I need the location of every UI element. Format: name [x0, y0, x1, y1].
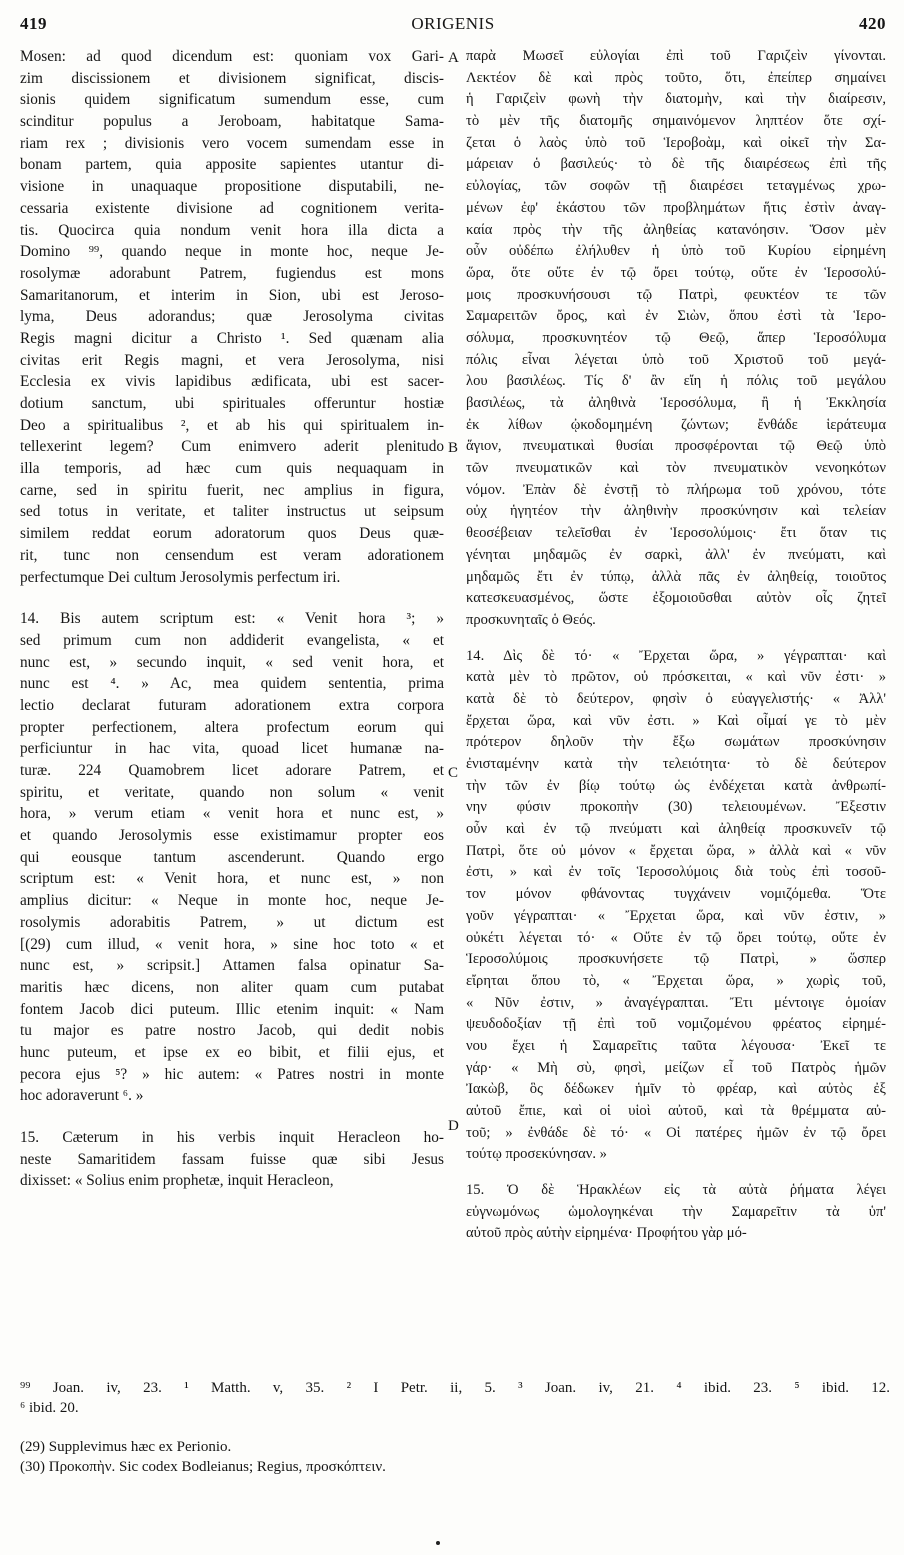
text-line: γένηται μηδαμῶς ἐν σαρκὶ, ἀλλ' ἐν πνεύματι, καὶ [466, 546, 886, 563]
margin-letter-a: A [448, 50, 459, 66]
editorial-note: (30) Προκοπὴν. Sic codex Bodleianus; Regius, προσκόπτειν. [20, 1459, 386, 1475]
text-line: τον μόνον φθάνοντας τυγχάνειν νομιζόμεθα. Ὅτε [466, 886, 886, 903]
text-line: οὐκέτι λέγεται τό· « Οὔτε ἐν τῷ ὄρει τούτῳ, οὔτε ἐν [466, 929, 886, 946]
latin-column [20, 46, 444, 1192]
text-line: spiritu, et veritate, quando non solum « venit [20, 783, 444, 801]
text-line: τὸ μὲν τῆς διατομῆς σημαινόμενον ληπτέον ὅτε σχί- [466, 113, 886, 130]
text-line: tellexerint legem? Cum enimvero aderit plenitudo [20, 438, 444, 456]
text-line: αὐτοῦ ἔπιε, καὶ οἱ υἱοὶ αὐτοῦ, καὶ τὰ θρέμματα αὐ- [466, 1103, 886, 1119]
text-line: rosolymis adorabitis Patrem, » ut dictum est [20, 913, 444, 931]
text-line: propter perfectionem, altera profectum eorum qui [20, 718, 444, 736]
footnote: ⁴ ibid. 23. [676, 1380, 773, 1396]
text-line: nunc est, » scripsit.] Attamen falsa opinatur Sa- [20, 957, 444, 975]
latin-paragraph-15 [20, 1127, 444, 1192]
text-line: Ἰακὼβ, ὃς δέδωκεν ἡμῖν τὸ φρέαρ, καὶ αὐτὸς ἐξ [466, 1081, 886, 1098]
text-line: cessaria existente divisione ad cognitionem verita- [20, 199, 444, 217]
text-line: μένων ἐφ' ἑκάστου τῶν προβλημάτων ἥτις ἐστὶν ἀναγ- [466, 199, 886, 216]
latin-paragraph-14 [20, 608, 444, 1107]
text-line: rit, tunc non censendum est veram adorationem [20, 546, 444, 564]
text-line: οὖν καὶ ἐν τῷ πνεύματι καὶ ἀληθείᾳ προσκυνεῖν τῷ [466, 821, 886, 838]
text-line: γάρ· « Μὴ σὺ, φησὶ, μείζων εἶ τοῦ Πατρὸς ἡμῶν [466, 1059, 886, 1076]
text-line: riam rex ; divisionis vero vocem sumendam esse in [20, 134, 444, 152]
text-line: Deo a spiritualibus ², et ab his qui spiritualem in- [20, 416, 444, 434]
text-line: ἔρχεται ὥρα, καὶ νῦν ἐστι. » Καὶ οἶμαί γε τὸ μὲν [466, 712, 886, 729]
text-line: fontem Jacob dici puteum. Illic etenim inquit: « Nam [20, 1000, 444, 1018]
text-line: θεοσέβειαν τελεῖσθαι ἐν Ἱεροσολύμοις· ἔτι ὅταν τις [466, 525, 886, 542]
text-line: lectio declarat futuram adorationem extra corpora [20, 696, 444, 714]
text-line: perfectumque Dei cultum Jerosolymis perfectum iri. [20, 568, 341, 586]
text-line: 15. Cæterum in his verbis inquit Heracleon ho- [20, 1129, 444, 1146]
text-line: ψευδοδοξίαν τῇ ἐπὶ τοῦ νομιζομένου φρέατος εἰρημέ- [466, 1016, 886, 1033]
running-header [20, 14, 886, 38]
text-line: εἴρηται ὅπου τὸ, « Ἔρχεται ὥρα, » χωρὶς τοῦ, [466, 972, 886, 989]
text-line: dixisset: « Solius enim prophetæ, inquit Heracleon, [20, 1172, 334, 1190]
text-line: « Νῦν ἐστιν, » ἀναγέγραπται. Ἔτι μέντοιγε ὁμοίαν [466, 994, 886, 1011]
text-line: προσκυνηταῖς ὁ Θεός. [466, 611, 596, 628]
editorial-note: (29) Supplevimus hæc ex Perionio. [20, 1439, 232, 1455]
greek-paragraph-15 [466, 1180, 886, 1245]
text-line: ὥρα, ὅτε οὔτε ἐν τῷ ὄρει τούτῳ, οὔτε ἐν Ἱεροσολύ- [466, 264, 886, 281]
text-line: οὐχ ἡγητέον τὴν ἀληθινὴν προσκύνησιν καὶ τελείαν [466, 503, 886, 520]
text-line: tis. Quocirca quia nondum venit hora illa dicta a [20, 221, 444, 239]
text-line: rosolymæ adorabunt Patrem, fugiendus est mons [20, 264, 444, 282]
text-line: αὐτοῦ πρὸς αὐτὴν εἰρημένα· Προφήτου γὰρ μό- [466, 1225, 747, 1242]
text-line: μοις προσκυνήσουσι τῷ Πατρὶ, φευκτέον τε τῶν [466, 286, 886, 303]
text-line: εὐλογίας, τῶν σοφῶν τῇ διαιρέσει τεταγμένως χρω- [466, 178, 886, 195]
printer-dot [436, 1541, 440, 1545]
text-line: νου ἔχει ἡ Σαμαρεῖτις ταῦτα λέγουσα· Ἐκεῖ τε [466, 1037, 886, 1054]
text-line: Domino ⁹⁹, quando neque in monte hoc, neque Je- [20, 243, 444, 261]
latin-paragraph-13 [20, 46, 444, 588]
margin-letter-c: C [448, 765, 459, 781]
text-line: τὴν τῶν ἐν βίῳ τούτῳ ὡς ἐνδέχεται κατὰ ἀνθρωπί- [466, 777, 886, 794]
text-line: qui eousque tantum ascenderunt. Quando ergo [20, 848, 444, 866]
text-line: καία πρὸς τὴν τῆς ἀληθείας κατανόησιν. Ὅσον μὲν [466, 221, 886, 238]
text-line: γοῦν γέγραπται· « Ἔρχεται ὥρα, καὶ νῦν ἐστιν, » [466, 907, 886, 924]
text-line: μάρειαν ὁ βασιλεύς· τὸ δὲ τῆς διαιρέσεως ἐπὶ τῆς [466, 156, 886, 173]
text-line: hora, » verum etiam « venit hora et nunc est, » [20, 805, 444, 823]
text-line: Λεκτέον δὲ καὶ πρὸς τοῦτο, ὅτι, ἐπείπερ σημαίνει [466, 69, 886, 86]
text-line: nunc est ⁴. » Ac, mea quidem sententia, prima [20, 675, 444, 693]
text-line: μηδαμῶς ἔτι ἐν τύπῳ, ἀλλὰ πᾶς ἐν ἀληθείᾳ, τοιοῦτος [466, 568, 886, 585]
footnote: ¹ Matth. v, 35. [184, 1380, 325, 1396]
greek-paragraph-13 [466, 46, 886, 632]
text-line: λου βασιλέως. Τίς δ' ἂν εἴη ἡ πόλις τοῦ μεγάλου [466, 373, 886, 390]
page-number-left: 419 [20, 14, 47, 33]
text-line: maritis hæc dicens, non aliter quam cum putabat [20, 978, 444, 996]
text-line: scinditur populus a Jeroboam, habitatque Sama- [20, 113, 444, 131]
text-line: carne, sed in spiritu fuerit, nec amplius in figura, [20, 481, 444, 499]
text-line: illa temporis, ad hæc cum quis nequaquam in [20, 460, 444, 478]
text-line: ἐστι, » καὶ ἐν τοῖς Ἱεροσολύμοις διὰ τοὺς ἐπὶ τοσοῦ- [466, 864, 886, 881]
text-line: τοῦ; » ἐνθάδε δὲ τό· « Οἱ πατέρες ἡμῶν ἐν τῷ ὄρει [466, 1124, 886, 1141]
text-line: civitas erit Regis magni, et vera Jerosolyma, nisi [20, 351, 444, 369]
running-title: ORIGENIS [411, 14, 495, 33]
text-line: 14. Bis autem scriptum est: « Venit hora ³; » [20, 610, 444, 628]
text-line: ἡ Γαριζεὶν φωνὴ τὴν διατομὴν, καὶ τὴν διαίρεσιν, [466, 91, 886, 108]
text-line: πρότερον δηλοῦν τὴν ἔξω σωμάτων προσκύνησιν [466, 734, 886, 751]
text-line: amplius dicitur: « Neque in monte hoc, neque Je- [20, 892, 444, 910]
text-line: scriptum est: « Venit hora, et nunc est, » non [20, 870, 444, 888]
text-line: ζεται ὁ λαὸς ὑπὸ τοῦ Ἱεροβοὰμ, καὶ οἰκεῖ τὴν Σα- [466, 134, 886, 151]
text-line: zim discissionem et divisionem significat, discis- [20, 69, 444, 87]
footnote-line-2: ⁶ ibid. 20. [20, 1400, 79, 1416]
margin-letter-b: B [448, 440, 459, 456]
text-line: nunc est, » secundo inquit, « sed venit hora, et [20, 653, 444, 671]
text-line: pecora ejus ⁵? » hic autem: « Patres nostri in monte [20, 1065, 444, 1083]
text-line: Regis magni dicitur a Christo ¹. Sed quænam alia [20, 329, 444, 347]
footnote: ⁹⁹ Joan. iv, 23. [20, 1380, 162, 1396]
text-line: σόλυμα, προσκυνητέον τῷ Θεῷ, ἅπερ Ἱεροσόλυμα [466, 329, 886, 346]
text-line: ἅγιον, πνευματικαὶ θυσίαι προσφέρονται τῷ Θεῷ ὑπὸ [466, 438, 886, 455]
text-line: [(29) cum illud, « venit hora, » sine hoc toto « et [20, 935, 444, 953]
text-line: τούτῳ προσεκύνησαν. » [466, 1146, 607, 1163]
text-line: similem reddat eorum adoratorum quos Deus quæ- [20, 525, 444, 543]
text-line: visione in unaquaque propositione disputabili, ne- [20, 178, 444, 196]
text-line: dotium sanctum, ubi spirituales offeruntur hostiæ [20, 395, 444, 412]
text-line: ἐκ λίθων ᾠκοδομημένη ζώντων; ἔνθάδε ἱεράτευμα [466, 416, 886, 433]
text-line: Samaritanorum, et interim in Sion, ubi est Jeroso- [20, 286, 444, 304]
text-line: κατὰ δὲ τὸ δεύτερον, φησὶν ὁ εὐαγγελιστής· « Ἀλλ' [466, 690, 886, 707]
text-line: νόμον. Ἐπὰν δὲ ἐνστῇ τὸ πλήρωμα τοῦ χρόνου, τότε [466, 481, 886, 498]
scripture-footnotes [20, 1378, 890, 1418]
text-line: Mosen: ad quod dicendum est: quoniam vox Gari- [20, 48, 444, 65]
text-line: neste Samaritidem fassam fuisse quæ sibi Jesus [20, 1150, 444, 1168]
text-line: τῶν πνευματικῶν καὶ τὸν πνευματικὸν νενοηκότων [466, 460, 886, 477]
text-line: sionis quidem significatum sumendum esse, cum [20, 91, 444, 109]
text-line: κατὰ μὲν τὸ πρῶτον, οὐ πρόσκειται, « καὶ νῦν ἐστι· » [466, 669, 886, 686]
text-line: εὐγνωμόνως ὡμολογηκέναι τὴν Σαμαρεῖτιν τὰ ὑπ' [466, 1203, 886, 1220]
text-line: οὖν οὐδέπω ἐλήλυθεν ἡ ὑπὸ τοῦ Κυρίου εἰρημένη [466, 243, 886, 260]
text-line: perficiuntur in hac vita, quoad licet humanæ na- [20, 740, 444, 758]
text-line: et quando Jerosolymis esse existimamur propter eos [20, 827, 444, 845]
text-line: Ἱεροσολύμοις προσκυνήσετε τῷ Πατρὶ, » ὥσπερ [466, 951, 886, 968]
text-line: sed primum cum non addiderit evangelista, « et [20, 631, 444, 649]
text-line: Ecclesia ex vivis lapidibus ædificata, ubi est sacer- [20, 373, 444, 391]
text-line: παρὰ Μωσεῖ εὐλογίαι ἐπὶ τοῦ Γαριζεὶν γίνονται. [466, 48, 886, 64]
text-line: κατεσκευασμένος, ὥστε ἐξομοιοῦσθαι αὐτὸν οἷς ζητεῖ [466, 590, 886, 607]
page-number-right: 420 [859, 14, 886, 33]
text-line: Πατρὶ, ὅτε οὐ μόνον « ἔρχεται ὥρα, » ἀλλὰ καὶ « νῦν [466, 842, 886, 859]
greek-paragraph-14 [466, 646, 886, 1167]
text-line: lyma, Deus adorandus; quæ Jerosolyma civitas [20, 308, 444, 326]
text-line: νην φύσιν προκοπὴν (30) τελειουμένων. Ἔξεστιν [466, 799, 886, 816]
footnote-line-1 [20, 1378, 890, 1398]
greek-column [466, 46, 886, 1245]
text-line: tu major es patre nostro Jacob, qui dedit nobis [20, 1022, 444, 1040]
text-line: πόλις εἶναι λέγεται ὑπὸ τοῦ Χριστοῦ τοῦ μεγά- [466, 351, 886, 368]
text-line: bonam partem, quia apposite sapientes utantur di- [20, 156, 444, 174]
editorial-notes [20, 1437, 620, 1477]
text-line: ἐνισταμένην κατὰ τὴν τελειότητα· τὸ δὲ δεύτερον [466, 756, 886, 772]
footnote: ² I Petr. ii, 5. [346, 1380, 496, 1396]
text-line: 14. Δὶς δὲ τό· « Ἔρχεται ὥρα, » γέγραπται· καὶ [466, 647, 886, 664]
footnote: ⁵ ibid. 12. [794, 1380, 891, 1396]
text-line: 15. Ὁ δὲ Ἡρακλέων εἰς τὰ αὐτὰ ῥήματα λέγει [466, 1182, 886, 1199]
text-line: hunc puteum, et ipse ex eo bibit, et filii ejus, et [20, 1043, 444, 1061]
text-line: hoc adoraverunt ⁶. » [20, 1087, 144, 1105]
footnote: ³ Joan. iv, 21. [518, 1380, 654, 1396]
text-line: turæ. 224 Quamobrem licet adorare Patrem, et [20, 762, 444, 779]
margin-letter-d: D [448, 1118, 459, 1134]
text-line: sed totus in veritate, et taliter instructus ut seipsum [20, 503, 444, 521]
text-line: βασιλέως, τὰ ἀληθινὰ Ἱεροσόλυμα, ἢ ἡ Ἐκκλησία [466, 395, 886, 411]
text-line: Σαμαρειτῶν ὄρος, καὶ ἐν Σιὼν, ὅπου ἐστὶ τὰ Ἱερο- [466, 308, 886, 325]
